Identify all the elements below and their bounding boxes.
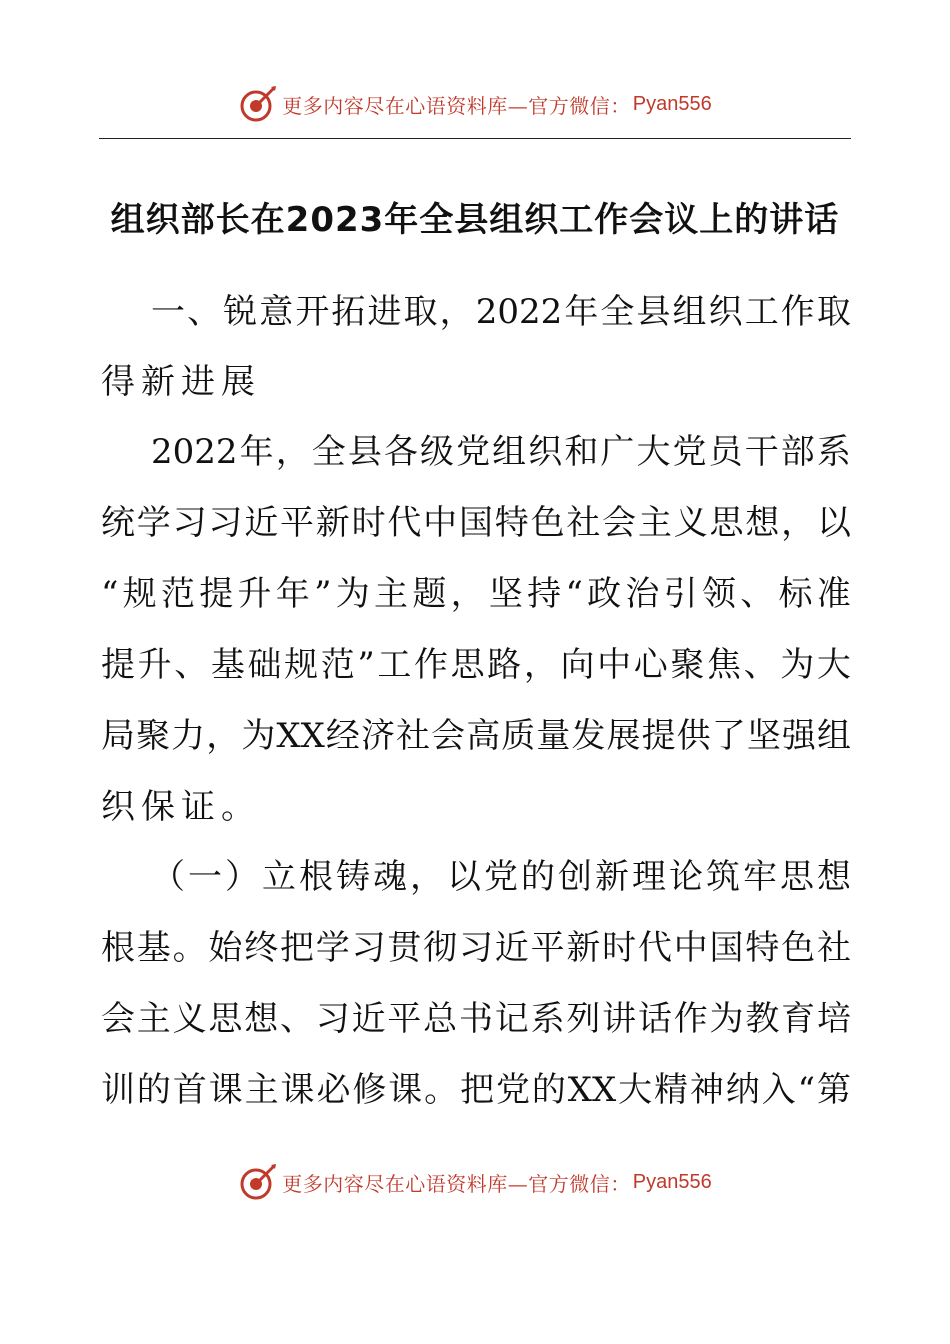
text-line: 提 升 、 基 础 规 范 ” 工 作 思 路 ， 向 中 心 聚 焦 、 为 大 [101, 645, 851, 685]
header-divider [99, 138, 851, 139]
watermark-wechat-id: Pyan556 [632, 1170, 712, 1193]
document-title: 组织部长在2023年全县组织工作会议上的讲话 [110, 200, 840, 240]
text-line: 局 聚 力 ， 为 XX 经 济 社 会 高 质 量 发 展 提 供 了 坚 强 组 [101, 716, 851, 756]
watermark-text: 更多内容尽在心语资料库—官方微信： [282, 1171, 631, 1196]
text-line: 训 的 首 课 主 课 必 修 课 。 把 党 的 XX 大 精 神 纳 入 “ 第 [101, 1070, 851, 1110]
header-watermark [0, 82, 950, 126]
watermark-wechat-id: Pyan556 [632, 92, 712, 115]
watermark-text: 更多内容尽在心语资料库—官方微信： [282, 93, 631, 118]
brush-logo-icon [238, 1162, 278, 1202]
text-line: 织保证。 [101, 787, 261, 827]
text-line: 根 基 。 始 终 把 学 习 贯 彻 习 近 平 新 时 代 中 国 特 色 社 [101, 928, 851, 968]
text-line: 统 学 习 习 近 平 新 时 代 中 国 特 色 社 会 主 义 思 想 ， 以 [101, 503, 851, 543]
text-line: （ 一 ） 立 根 铸 魂 ， 以 党 的 创 新 理 论 筑 牢 思 想 [151, 857, 851, 897]
text-line: 2022 年 ， 全 县 各 级 党 组 织 和 广 大 党 员 干 部 系 [151, 432, 851, 472]
footer-watermark [0, 1160, 950, 1204]
text-line: “ 规 范 提 升 年 ” 为 主 题 ， 坚 持 “ 政 治 引 领 、 标 准 [101, 574, 851, 614]
brush-logo-icon [238, 84, 278, 124]
text-line: 一 、 锐 意 开 拓 进 取 ， 2022 年 全 县 组 织 工 作 取 [151, 292, 851, 332]
text-line: 会 主 义 思 想 、 习 近 平 总 书 记 系 列 讲 话 作 为 教 育 培 [101, 999, 851, 1039]
text-line: 得新进展 [101, 362, 261, 402]
